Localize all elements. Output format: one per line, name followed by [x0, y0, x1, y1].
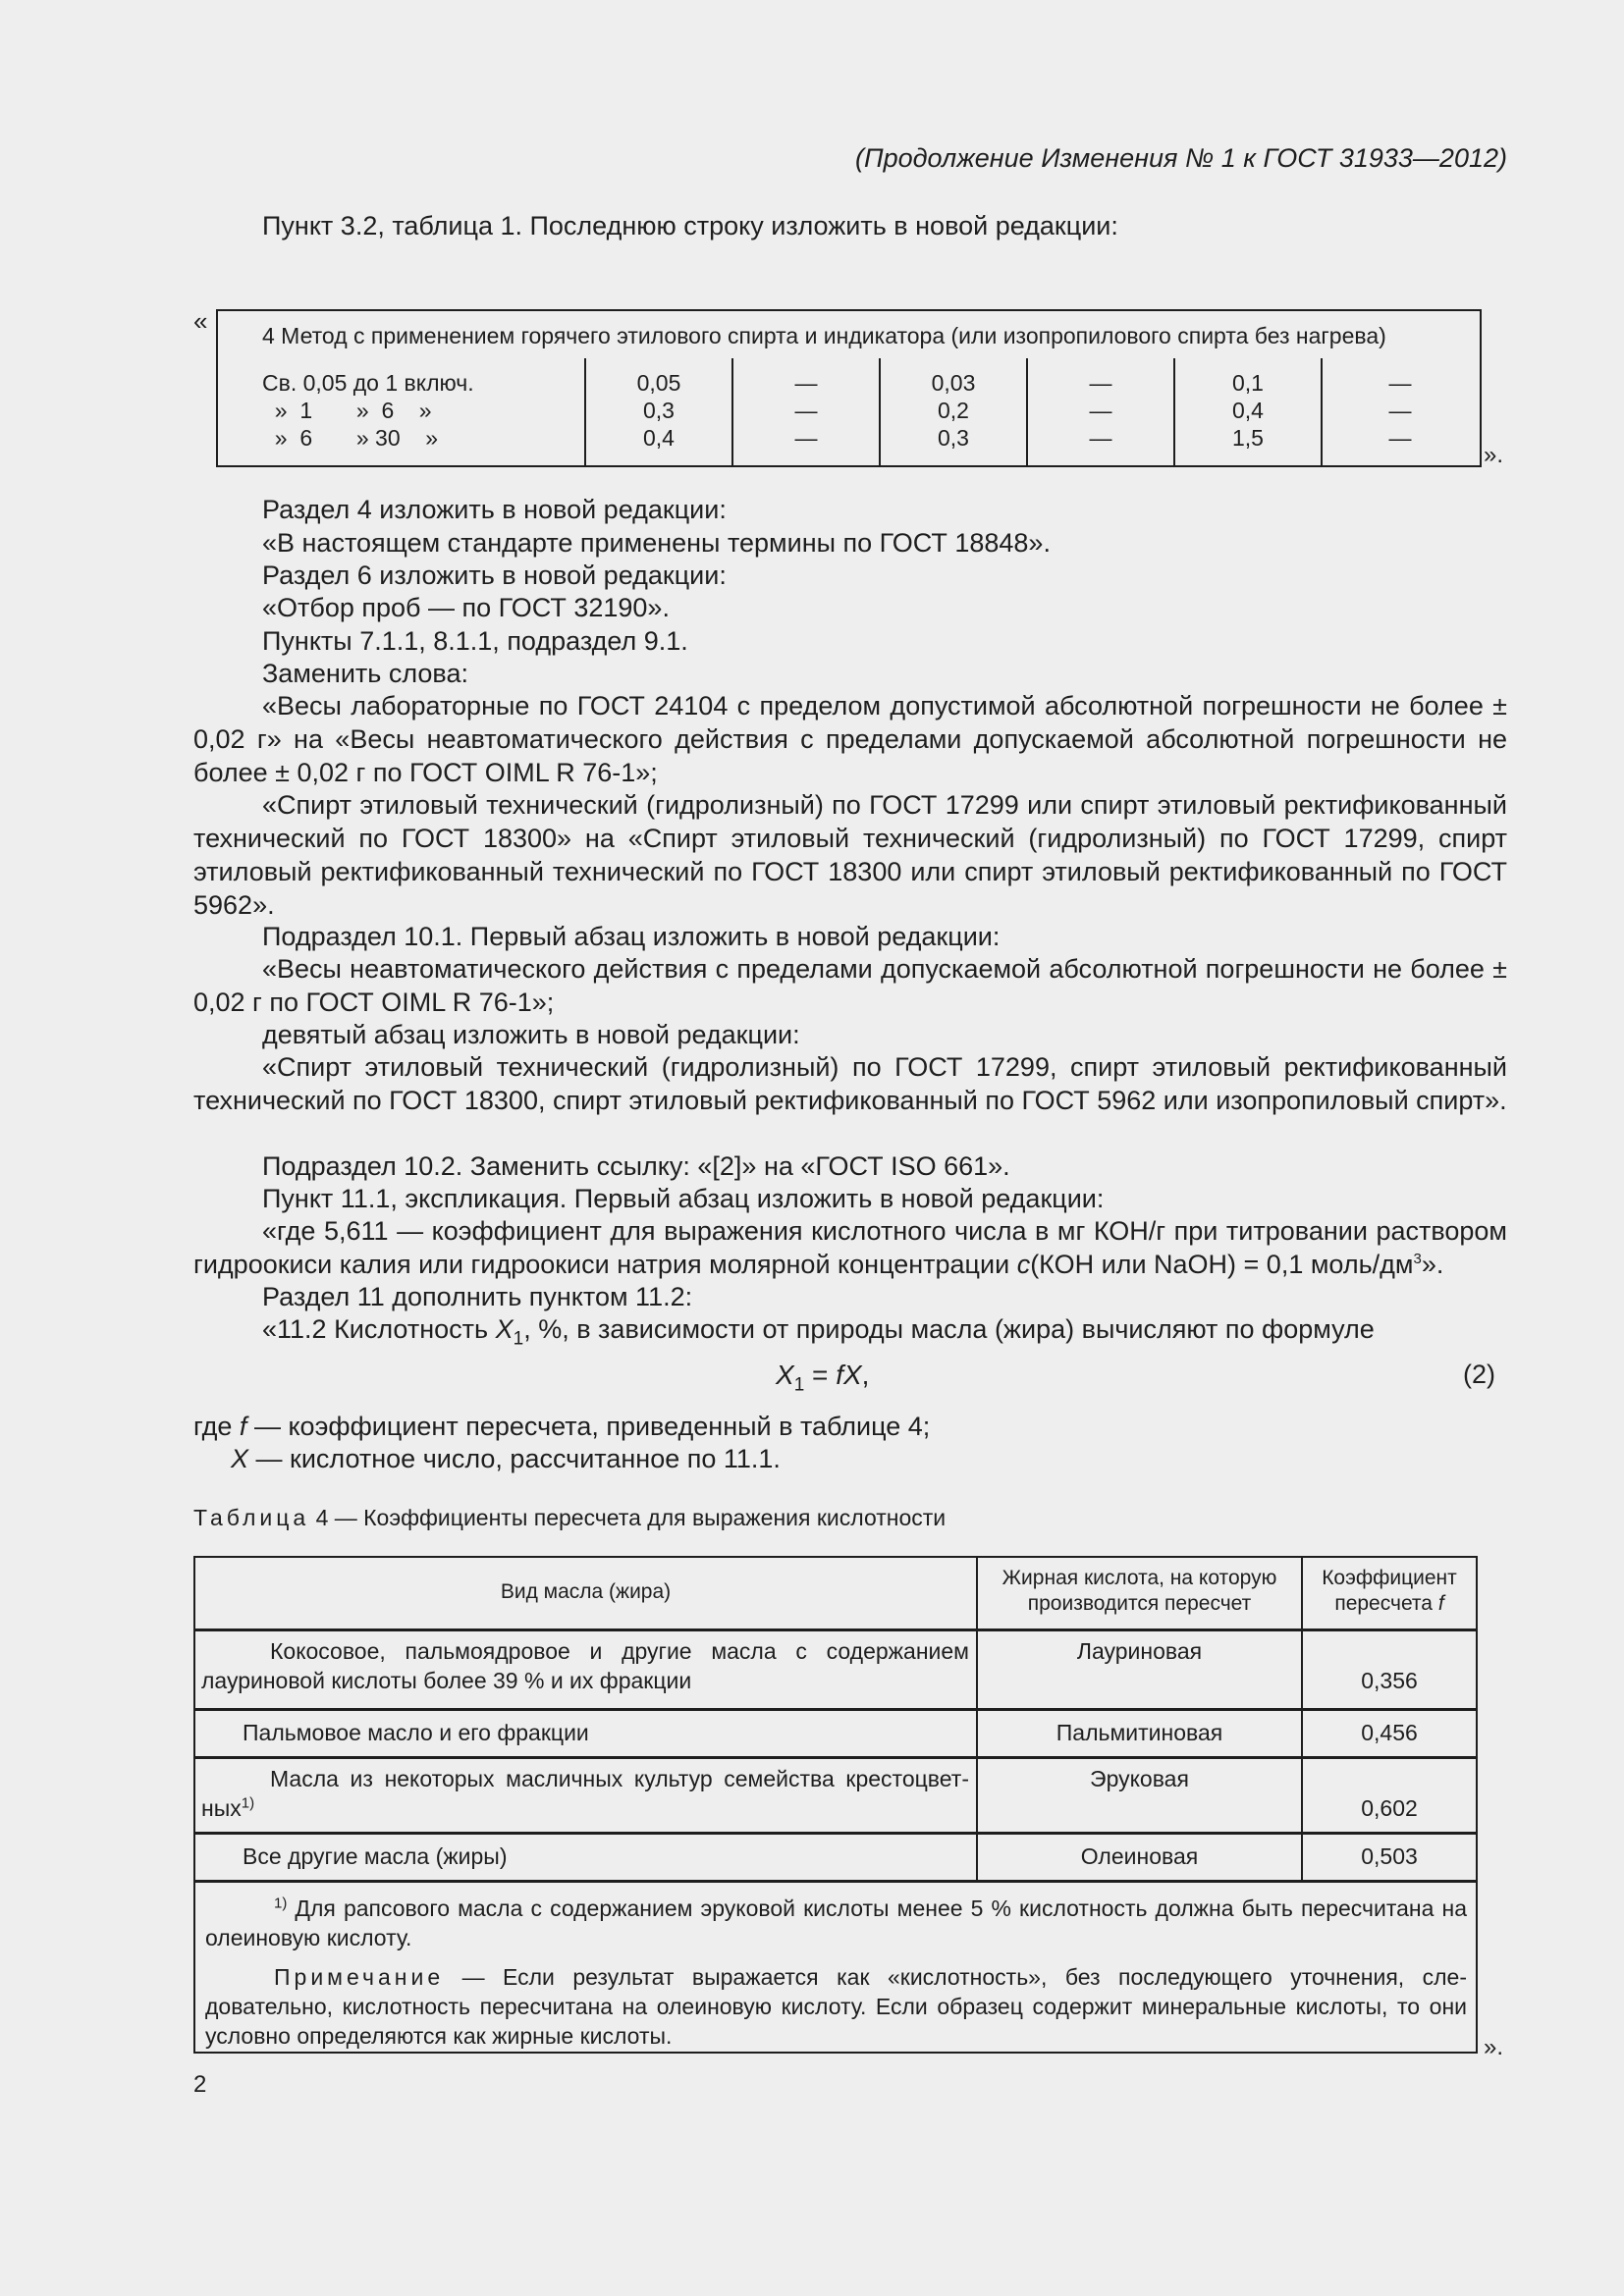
subsection-10-2: Подраздел 10.2. Заменить ссылку: «[2]» на «ГОСТ ISO 661».	[262, 1151, 1010, 1181]
table-divider	[195, 1756, 1476, 1759]
concentration-symbol: c	[1016, 1250, 1031, 1279]
f-symbol: f	[239, 1412, 247, 1441]
formula	[776, 1360, 869, 1397]
item-11-2	[262, 1312, 1375, 1356]
table-1-cell: 1,5	[1232, 425, 1264, 451]
table-footnote	[205, 1894, 1467, 1952]
page-header: (Продолжение Изменения № 1 к ГОСТ 31933—2012)	[855, 143, 1507, 173]
cube-superscript: 3	[1413, 1251, 1422, 1267]
table-divider	[195, 1832, 1476, 1835]
section-11-addition: Раздел 11 дополнить пунктом 11.2:	[262, 1282, 693, 1311]
table-row-kind	[201, 1764, 969, 1823]
quote-open: «	[193, 306, 208, 336]
table-1-cell: 0,3	[643, 398, 675, 423]
table-1-cell: —	[1089, 398, 1112, 423]
item-11-1-text: (КОН или NaOH) = 0,1 моль/дм	[1030, 1250, 1414, 1279]
table-4-caption	[193, 1505, 946, 1531]
where-text: где	[193, 1412, 240, 1441]
ninth-paragraph-title: девятый абзац изложить в новой редакции:	[262, 1020, 800, 1049]
table-1-cell: 0,03	[931, 370, 976, 396]
item-11-1-text: «где 5,611 — коэффициент для выражения кислотного числа в мг КОН/г при титровании раствором гидроокиси калия или гидроокиси натрия молярной концентрации	[193, 1216, 1507, 1279]
formula-comma: ,	[861, 1360, 870, 1390]
table-row-coef: 0,602	[1361, 1795, 1418, 1821]
table-1-cell: 0,05	[636, 370, 681, 396]
section-4-title: Раздел 4 изложить в новой редакции:	[262, 495, 727, 524]
col-header-kind: Вид масла (жира)	[500, 1580, 672, 1603]
formula-fx: fX	[836, 1360, 862, 1390]
table-1-heading: 4 Метод с применением горячего этилового спирта и индикатора (или изопропилового спирта без нагрева)	[262, 323, 1386, 348]
table-1-cell: 0,3	[938, 425, 969, 451]
subsection-10-1-body: «Весы неавтоматического действия с пределами допускаемой абсолютной погрешности не более ± 0,02 г по ГОСТ OIML R 76-1»;	[193, 954, 1507, 1017]
table-1-cell: 0,1	[1232, 370, 1264, 396]
table-1-row-label: » 1 » 6 »	[262, 398, 432, 423]
col-header-acid: Жирная кислота, на которую производится пересчет	[1001, 1567, 1277, 1615]
table-divider	[195, 1629, 1476, 1631]
where-text: — коэффициент пересчета, приведенный в таблице 4;	[246, 1412, 931, 1441]
page-number: 2	[193, 2071, 207, 2098]
item-11-2-text: , %, в зависимости от природы масла (жира) вычисляют по формуле	[523, 1314, 1375, 1344]
quote-close: ».	[1484, 442, 1504, 468]
table-row-acid: Эруковая	[1090, 1766, 1189, 1791]
table-row-kind: Кокосовое, пальмоядровое и другие масла с содержанием лауриновой кислоты более 39 % и их фракции	[201, 1638, 969, 1693]
section-4-body: «В настоящем стандарте применены термины по ГОСТ 18848».	[262, 528, 1051, 558]
table-row-acid: Лауриновая	[1076, 1638, 1203, 1664]
quote-close: ».	[1484, 2034, 1504, 2060]
table-row-coef: 0,356	[1361, 1668, 1418, 1693]
table-1-cell: 0,2	[938, 398, 969, 423]
table-row-coef: 0,503	[1361, 1843, 1418, 1869]
table-row-kind-text: Масла из некоторых масличных культур семейства крестоцветных	[201, 1766, 969, 1821]
where-text: — кислотное число, рассчитанное по 11.1.	[248, 1444, 781, 1473]
table-1-cell: —	[1388, 370, 1412, 396]
footnote-marker: 1)	[274, 1895, 288, 1912]
table-1-cell: —	[1089, 370, 1112, 396]
items-reference: Пункты 7.1.1, 8.1.1, подраздел 9.1.	[262, 626, 688, 656]
table-row-coef: 0,456	[1361, 1720, 1418, 1745]
item-11-1: Пункт 11.1, экспликация. Первый абзац изложить в новой редакции:	[262, 1184, 1105, 1213]
caption-word: Таблица	[193, 1505, 310, 1530]
note-text: — Если результат выражается как «кислотность», без последующего уточнения, следовательно, кислотность пересчитана на олеиновую кислоту. Если образец содержит минеральные кислоты, то они условно определяются как жирные кислоты.	[205, 1964, 1467, 2049]
table-row-kind: Все другие масла (жиры)	[243, 1843, 508, 1869]
acidity-symbol: X	[495, 1314, 514, 1344]
table-note	[205, 1962, 1467, 2051]
item-11-1-text: ».	[1421, 1250, 1444, 1279]
acidity-subscript: 1	[513, 1328, 524, 1350]
formula-x: X	[776, 1360, 794, 1390]
col-header-coef-text: Коэффициент пересчета	[1322, 1567, 1457, 1615]
table-row-acid: Пальмитиновая	[1056, 1720, 1223, 1745]
caption-text: 4 — Коэффициенты пересчета для выражения кислотности	[309, 1505, 947, 1530]
intro-paragraph: Пункт 3.2, таблица 1. Последнюю строку изложить в новой редакции:	[262, 211, 1118, 240]
section-6-title: Раздел 6 изложить в новой редакции:	[262, 561, 727, 590]
table-divider	[195, 1708, 1476, 1711]
subsection-10-1: Подраздел 10.1. Первый абзац изложить в новой редакции:	[262, 922, 1001, 951]
table-1-cell: 0,4	[1232, 398, 1264, 423]
scales-paragraph: «Весы лабораторные по ГОСТ 24104 с пределом допустимой абсолютной погрешности не более ± 0,02 г» на «Весы неавтоматического действия с пределами допускаемой абсолютной погрешности не более ± 0,02 г по ГОСТ OIML R 76-1»;	[193, 691, 1507, 787]
where-f	[193, 1410, 930, 1443]
table-1-cell: —	[1388, 398, 1412, 423]
x-symbol: X	[231, 1444, 249, 1473]
table-row-kind: Пальмовое масло и его фракции	[243, 1720, 589, 1745]
footnote-marker: 1)	[241, 1794, 255, 1812]
replace-words: Заменить слова:	[262, 659, 468, 688]
item-11-1-body	[193, 1214, 1507, 1281]
table-1-cell: —	[794, 425, 818, 451]
table-1-cell: —	[794, 370, 818, 396]
table-1-row	[216, 309, 1482, 467]
footnote-text: Для рапсового масла с содержанием эруковой кислоты менее 5 % кислотность должна быть пересчитана на олеиновую кислоту.	[205, 1896, 1467, 1950]
where-x	[231, 1442, 781, 1475]
ninth-paragraph-body: «Спирт этиловый технический (гидролизный) по ГОСТ 17299, спирт этиловый ректификованный технический по ГОСТ 18300, спирт этиловый ректификованный по ГОСТ 5962 или изопропиловый спирт».	[193, 1052, 1507, 1115]
formula-number: (2)	[1463, 1360, 1495, 1389]
table-divider	[195, 1880, 1476, 1883]
formula-subscript: 1	[793, 1374, 805, 1396]
table-1-cell: —	[794, 398, 818, 423]
formula-equals: =	[804, 1360, 837, 1390]
table-4	[193, 1556, 1478, 2054]
section-6-body: «Отбор проб — по ГОСТ 32190».	[262, 593, 670, 622]
spirit-paragraph: «Спирт этиловый технический (гидролизный) по ГОСТ 17299 или спирт этиловый ректификованный технический по ГОСТ 18300» на «Спирт этиловый технический (гидролизный) по ГОСТ 17299, спирт этиловый ректификованный технический по ГОСТ 18300 или спирт этиловый ректификованный по ГОСТ 5962».	[193, 790, 1507, 920]
table-1-row-label: Св. 0,05 до 1 включ.	[262, 370, 474, 396]
item-11-2-text: «11.2 Кислотность	[262, 1314, 496, 1344]
note-word: Примечание	[274, 1964, 445, 1990]
table-1-cell: —	[1089, 425, 1112, 451]
table-1-cell: —	[1388, 425, 1412, 451]
col-header-coef	[1303, 1566, 1476, 1617]
f-symbol: f	[1437, 1592, 1444, 1615]
table-1-row-label: » 6 » 30 »	[262, 425, 438, 451]
table-row-acid: Олеиновая	[1080, 1843, 1199, 1869]
table-1-cell: 0,4	[643, 425, 675, 451]
